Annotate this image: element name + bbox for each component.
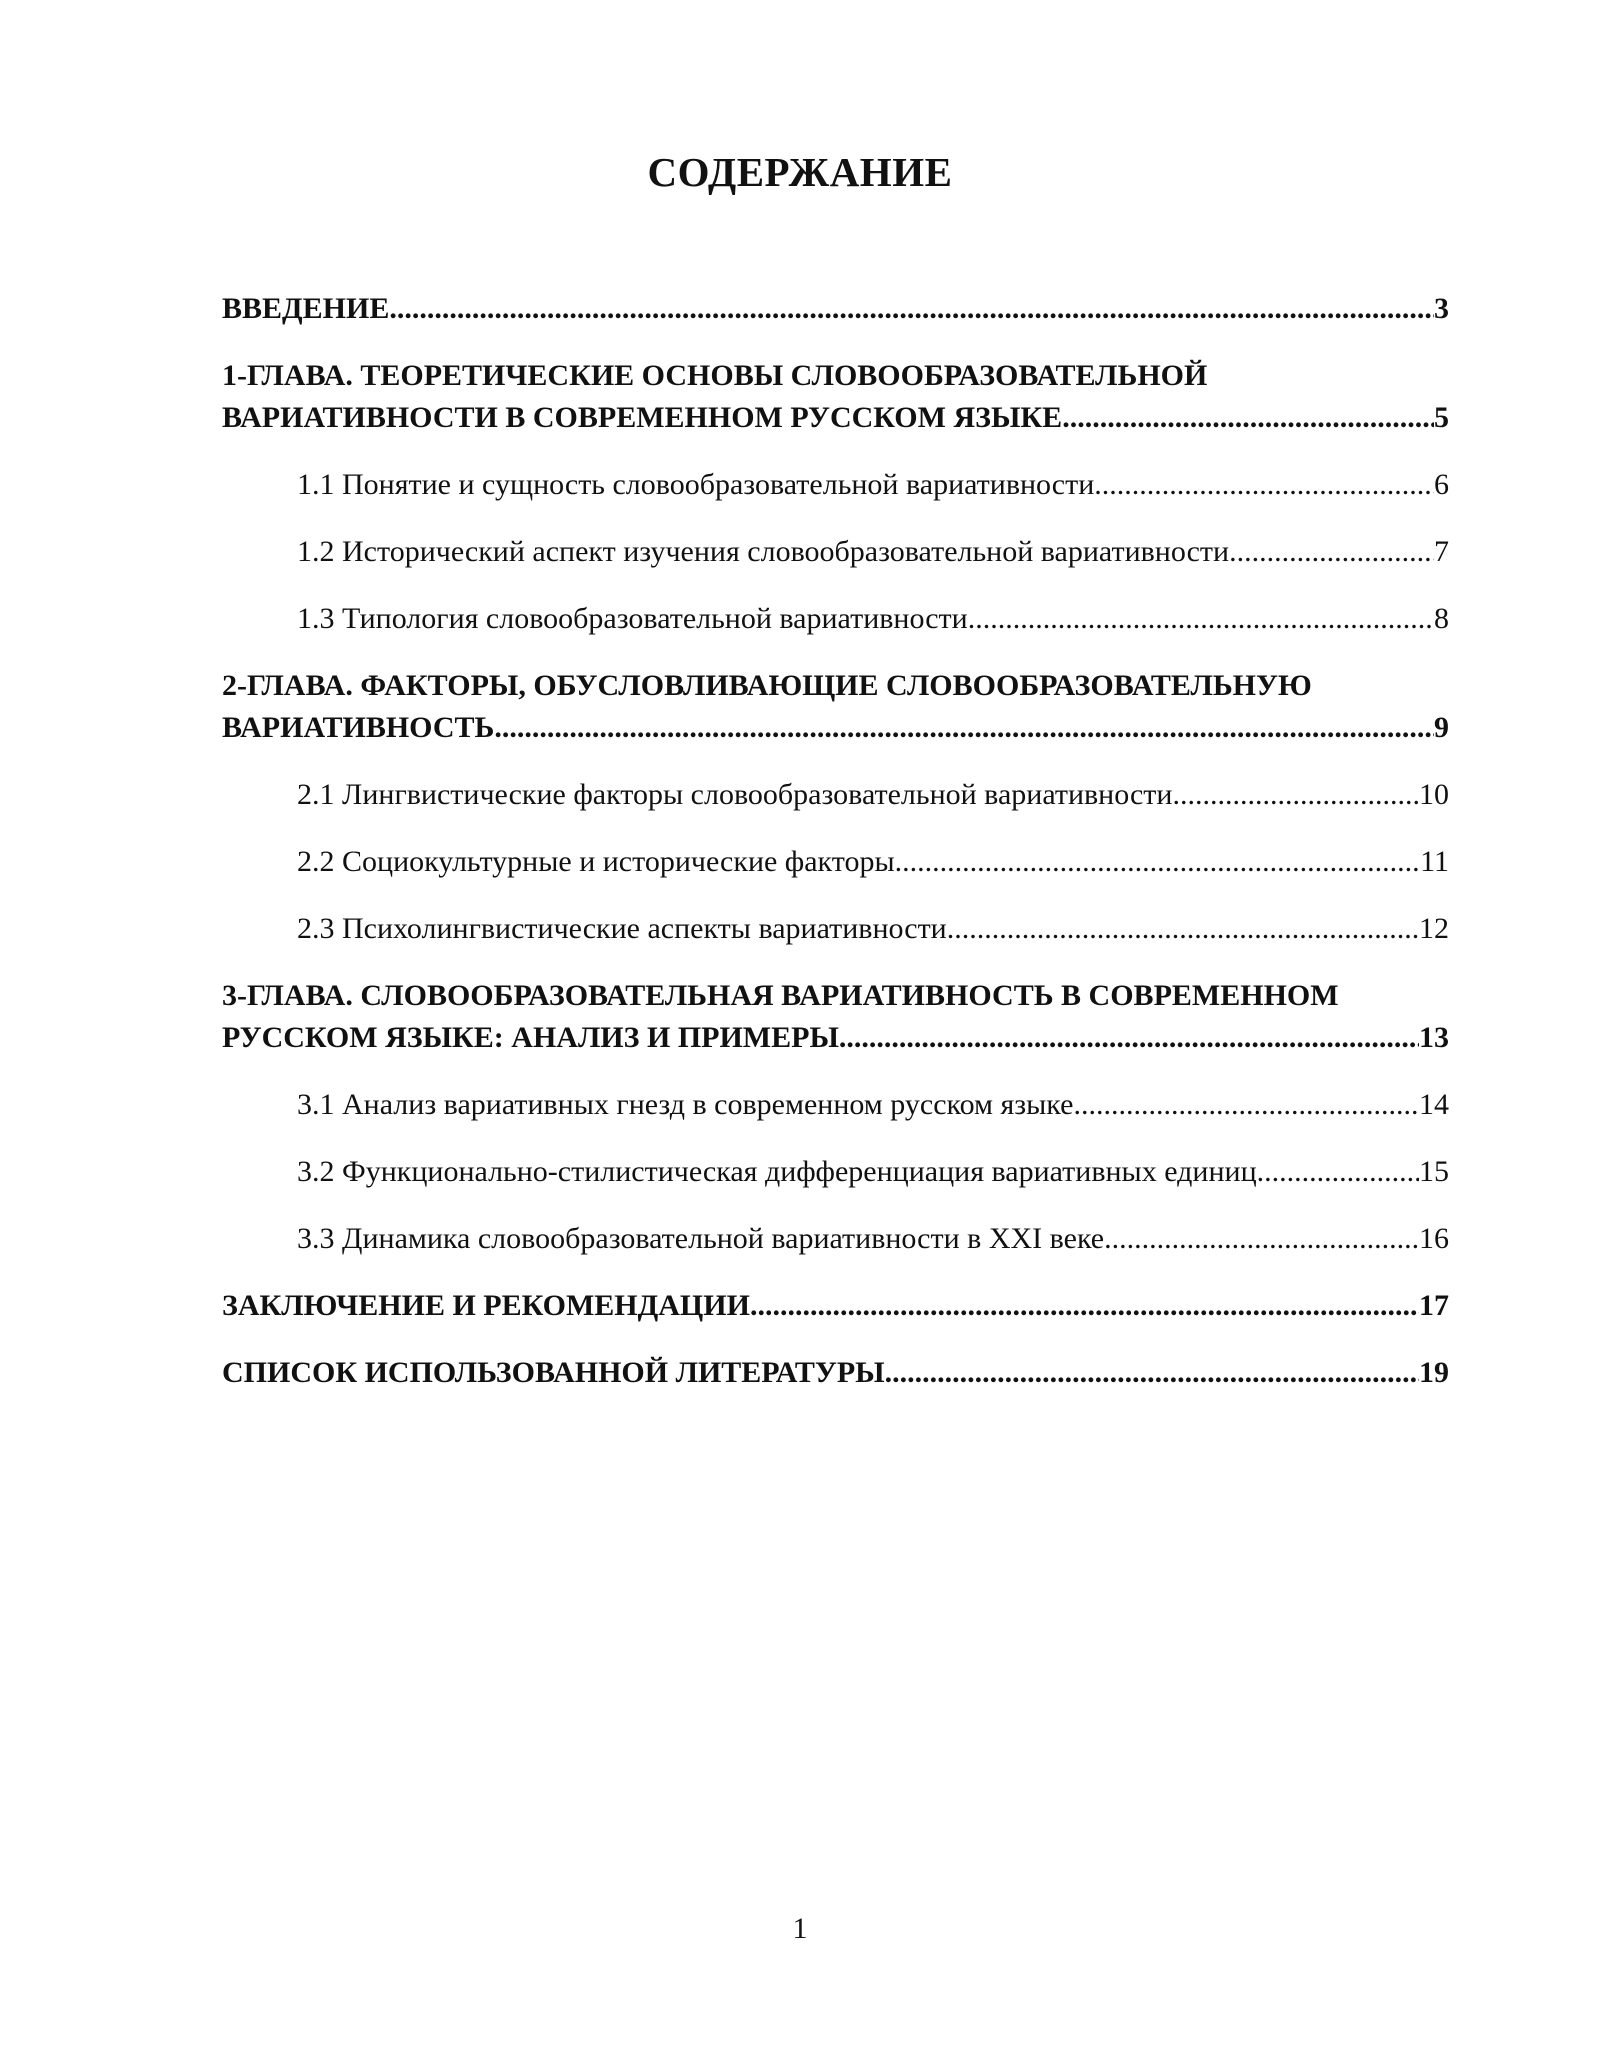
toc-entry-section-2-1[interactable] [222, 774, 1449, 816]
dot-leader [1229, 531, 1434, 573]
dot-leader [839, 1017, 1419, 1059]
toc-entry-section-2-2[interactable] [222, 841, 1449, 883]
toc-page-number: 10 [1419, 778, 1449, 811]
toc-page-number: 17 [1419, 1289, 1449, 1322]
toc-entry-title: 2.3 Психолингвистические аспекты вариативности [297, 912, 947, 945]
toc-entry-title-line2: ВАРИАТИВНОСТИ В СОВРЕМЕННОМ РУССКОМ ЯЗЫКЕ [222, 401, 1063, 434]
dot-leader [1172, 774, 1419, 816]
toc-entry-section-3-1[interactable] [222, 1084, 1449, 1126]
dot-leader [1094, 464, 1434, 506]
toc-entry-introduction[interactable] [222, 288, 1449, 330]
dot-leader [1062, 397, 1434, 439]
toc-entry-title: 1.3 Типология словообразовательной вариативности [297, 602, 968, 635]
toc-entry-references[interactable] [222, 1352, 1449, 1394]
dot-leader [389, 288, 1434, 330]
toc-entry-title: 1.2 Исторический аспект изучения словообразовательной вариативности [297, 535, 1230, 568]
dot-leader [750, 1285, 1419, 1327]
toc-entry-title-line1: 3-ГЛАВА. СЛОВООБРАЗОВАТЕЛЬНАЯ ВАРИАТИВНОСТЬ В СОВРЕМЕННОМ [222, 979, 1339, 1012]
toc-entry-title-line1: 2-ГЛАВА. ФАКТОРЫ, ОБУСЛОВЛИВАЮЩИЕ СЛОВООБРАЗОВАТЕЛЬНУЮ [222, 669, 1312, 702]
toc-entry-title-line2: ВАРИАТИВНОСТЬ [222, 711, 495, 744]
toc-page-number: 13 [1419, 1021, 1449, 1054]
toc-entry-chapter-2[interactable] [222, 665, 1449, 749]
toc-entry-conclusion[interactable] [222, 1285, 1449, 1327]
toc-entry-chapter-3[interactable] [222, 975, 1449, 1059]
toc-entry-title: 3.1 Анализ вариативных гнезд в современном русском языке [297, 1088, 1074, 1121]
toc-entry-section-2-3[interactable] [222, 908, 1449, 950]
toc-entry-title: 2.2 Социокультурные и исторические факторы [297, 845, 895, 878]
toc-entry-section-3-2[interactable] [222, 1151, 1449, 1193]
toc-entry-title-line2: РУССКОМ ЯЗЫКЕ: АНАЛИЗ И ПРИМЕРЫ [222, 1021, 839, 1054]
toc-entry-title: СПИСОК ИСПОЛЬЗОВАННОЙ ЛИТЕРАТУРЫ [222, 1356, 885, 1389]
page-title: СОДЕРЖАНИЕ [647, 149, 953, 195]
toc-entry-title: 2.1 Лингвистические факторы словообразовательной вариативности [297, 778, 1173, 811]
toc-entry-title: 3.2 Функционально-стилистическая дифференциация вариативных единиц [297, 1155, 1257, 1188]
toc-entry-title: ВВЕДЕНИЕ [222, 292, 390, 325]
toc-entry-section-1-3[interactable] [222, 598, 1449, 640]
toc-page-number: 6 [1434, 468, 1449, 501]
toc-entry-title: 3.3 Динамика словообразовательной вариативности в XXI веке [297, 1222, 1105, 1255]
toc-page-number: 19 [1419, 1356, 1449, 1389]
toc-page-number: 5 [1434, 401, 1449, 434]
toc-entry-section-3-3[interactable] [222, 1218, 1449, 1260]
dot-leader [968, 598, 1434, 640]
toc-page-number: 14 [1419, 1088, 1449, 1121]
toc-entry-section-1-1[interactable] [222, 464, 1449, 506]
toc-entry-chapter-1[interactable] [222, 355, 1449, 439]
page-number: 1 [792, 1912, 808, 1945]
toc-page-number: 16 [1419, 1222, 1449, 1255]
dot-leader [1257, 1151, 1419, 1193]
dot-leader [494, 707, 1434, 749]
toc-page-number: 3 [1434, 292, 1449, 325]
toc-page-number: 12 [1419, 912, 1449, 945]
toc-page-number: 15 [1419, 1155, 1449, 1188]
toc-entry-title: 1.1 Понятие и сущность словообразовательной вариативности [297, 468, 1095, 501]
toc-page-number: 7 [1434, 535, 1449, 568]
dot-leader [1104, 1218, 1419, 1260]
dot-leader [885, 1352, 1419, 1394]
dot-leader [895, 841, 1420, 883]
toc-entry-section-1-2[interactable] [222, 531, 1449, 573]
toc-page-number: 11 [1420, 845, 1449, 878]
toc-entry-title-line1: 1-ГЛАВА. ТЕОРЕТИЧЕСКИЕ ОСНОВЫ СЛОВООБРАЗОВАТЕЛЬНОЙ [222, 359, 1208, 392]
dot-leader [1073, 1084, 1419, 1126]
toc-page-number: 9 [1434, 711, 1449, 744]
table-of-contents [222, 288, 1449, 1394]
dot-leader [947, 908, 1419, 950]
toc-entry-title: ЗАКЛЮЧЕНИЕ И РЕКОМЕНДАЦИИ [222, 1289, 750, 1322]
toc-page-number: 8 [1434, 602, 1449, 635]
